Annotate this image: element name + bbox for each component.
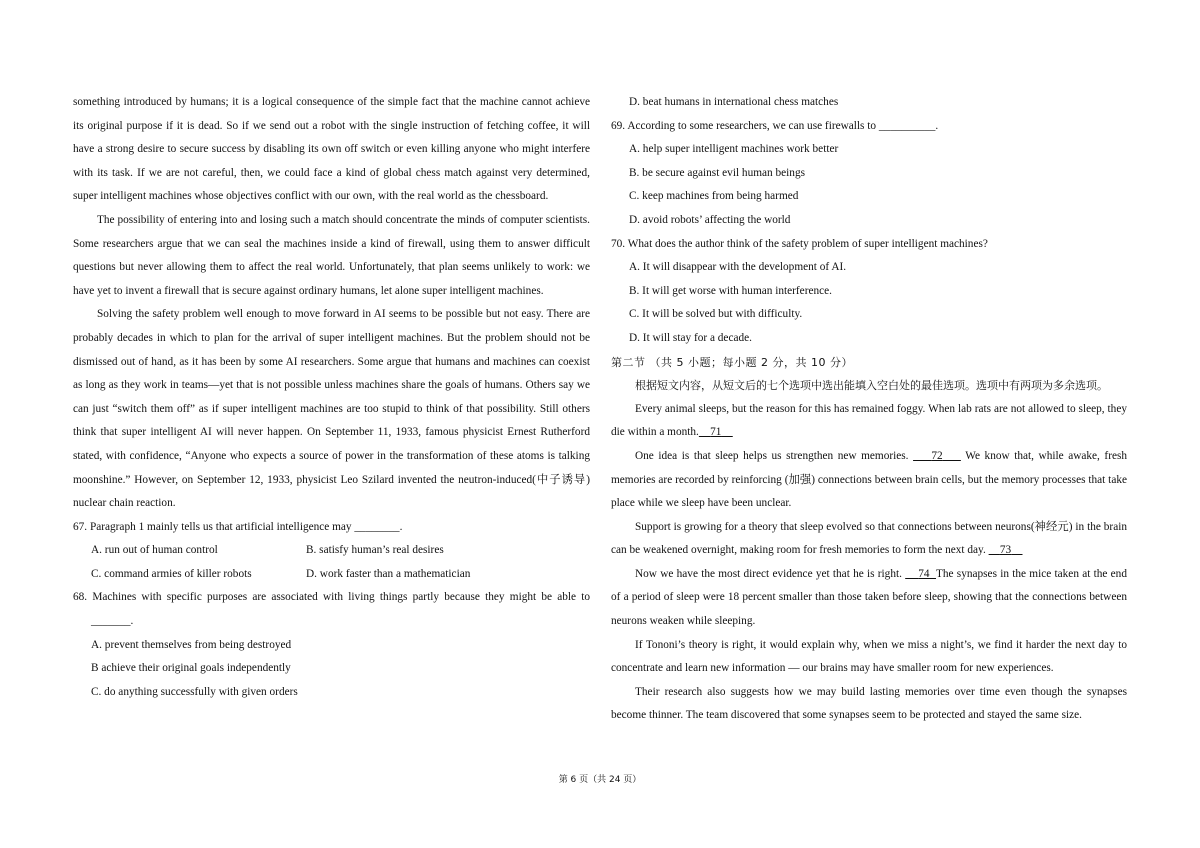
cloze-p1-text: Every animal sleeps, but the reason for this has remained foggy. When lab rats are not allowed to sleep, they die within a month. — [611, 402, 1127, 439]
cloze-paragraph-4 — [611, 563, 1127, 634]
blank-72-number: 72 — [931, 449, 943, 462]
page-footer: 第 6 页（共 24 页） — [558, 775, 642, 785]
q70-option-c: C. It will be solved but with difficulty. — [629, 308, 803, 321]
cloze-paragraph-6: Their research also suggests how we may build lasting memories over time even though the synapses become thinner. The team discovered that some synapses seem to be protected and stayed the same size. — [611, 685, 1127, 722]
cloze-p3-text: Support is growing for a theory that sleep evolved so that connections between neurons(神经元) in the brain can be weakened overnight, making room for fresh memories to form the next day. — [611, 520, 1127, 557]
q69-option-b: B. be secure against evil human beings — [629, 166, 805, 179]
blank-71-number: 71 — [710, 426, 722, 439]
question-69: 69. According to some researchers, we can use firewalls to __________. — [611, 119, 939, 132]
cloze-p2-text-a: One idea is that sleep helps us strengthen new memories. — [635, 449, 909, 462]
section-instruction: 根据短文内容，从短文后的七个选项中选出能填入空白处的最佳选项。选项中有两项为多余选项。 — [635, 379, 1108, 393]
q68-option-c: C. do anything successfully with given orders — [91, 685, 298, 698]
question-68: 68. Machines with specific purposes are associated with living things partly because they might be able to _______. — [73, 591, 590, 628]
q67-options-row-2 — [73, 563, 590, 587]
q68-option-d: D. beat humans in international chess matches — [629, 96, 839, 108]
q67-option-b: B. satisfy human’s real desires — [306, 544, 444, 557]
blank-74-number: 74 — [918, 567, 930, 580]
cloze-p4-text-b: The synapses in the mice taken at the end of a period of sleep were 18 percent smaller than those taken before sleep, showing that the connections between neurons weaken while sleeping. — [611, 567, 1127, 628]
blank-73-number: 73 — [999, 544, 1012, 557]
passage-paragraph-1-continued: something introduced by humans; it is a logical consequence of the simple fact that the machine cannot achieve its original purpose if it is dead. So if we send out a robot with the single instruction of fetching coffee, it will have a strong desire to secure success by disabling its own off switch or even killing anyone who might interfere with its task. If we are not careful, then, we could face a kind of global chess match against very determined, super intelligent machines whose objectives conflict with our own, with the real world as the chessboard. — [73, 96, 590, 203]
blank-72 — [913, 450, 961, 462]
q69-option-c: C. keep machines from being harmed — [629, 190, 799, 203]
cloze-paragraph-3 — [611, 516, 1127, 563]
blank-71 — [699, 426, 733, 438]
left-column — [73, 91, 590, 704]
q67-option-c: C. command armies of killer robots — [91, 567, 252, 580]
section-heading: 第二节 （共 5 小题；每小题 2 分，共 10 分） — [611, 355, 853, 369]
blank-74 — [905, 568, 936, 580]
q70-option-a: A. It will disappear with the development of AI. — [629, 261, 847, 274]
question-67: 67. Paragraph 1 mainly tells us that artificial intelligence may ________. — [73, 520, 403, 533]
q69-option-a: A. help super intelligent machines work better — [629, 143, 839, 156]
q70-option-b: B. It will get worse with human interference. — [629, 284, 832, 297]
cloze-paragraph-5: If Tononi’s theory is right, it would explain why, when we miss a night’s, we find it harder the next day to concentrate and learn new information — our brains may have smaller room for new experiences. — [611, 638, 1127, 675]
q70-option-d: D. It will stay for a decade. — [629, 331, 752, 344]
question-70: 70. What does the author think of the safety problem of super intelligent machines? — [611, 237, 988, 250]
blank-73 — [989, 544, 1023, 556]
cloze-p2-text-b: We know that, while awake, fresh memories are recorded by reinforcing (加强) connections between brain cells, but the memory processes that take place while we sleep have been unclear. — [611, 449, 1128, 510]
cloze-paragraph-1 — [611, 398, 1127, 445]
cloze-paragraph-2 — [611, 445, 1127, 516]
q69-option-d: D. avoid robots’ affecting the world — [629, 213, 791, 226]
q67-option-d: D. work faster than a mathematician — [306, 567, 471, 580]
passage-paragraph-2: The possibility of entering into and losing such a match should concentrate the minds of computer scientists. Some researchers argue that we can seal the machines inside a kind of firewall, using them to answer difficult questions but never allowing them to affect the real world. Unfortunately, that plan seems unlikely to work: we have yet to invent a firewall that is secure against ordinary humans, let alone super intelligent machines. — [73, 213, 590, 297]
q67-options-row-1 — [73, 539, 590, 563]
right-column — [611, 91, 1127, 728]
q68-option-b: B achieve their original goals independently — [91, 662, 291, 675]
q68-option-a: A. prevent themselves from being destroyed — [91, 638, 292, 651]
cloze-p4-text-a: Now we have the most direct evidence yet that he is right. — [635, 567, 902, 580]
q67-option-a: A. run out of human control — [91, 544, 218, 557]
passage-paragraph-3: Solving the safety problem well enough to move forward in AI seems to be possible but not easy. There are probably decades in which to plan for the arrival of super intelligent machines. But the problem should not be dismissed out of hand, as it has been by some AI researchers. Some argue that humans and machines can coexist as long as they work in teams—yet that is not possible unless machines share the goals of humans. Others say we can just “switch them off” as if super intelligent machines are too stupid to think of that possibility. Still others think that super intelligent AI will never happen. On September 11, 1933, famous physicist Ernest Rutherford stated, with confidence, “Anyone who expects a source of power in the transformation of these atoms is talking moonshine.” However, on September 12, 1933, physicist Leo Szilard invented the neutron-induced(中子诱导) nuclear chain reaction. — [73, 308, 590, 510]
